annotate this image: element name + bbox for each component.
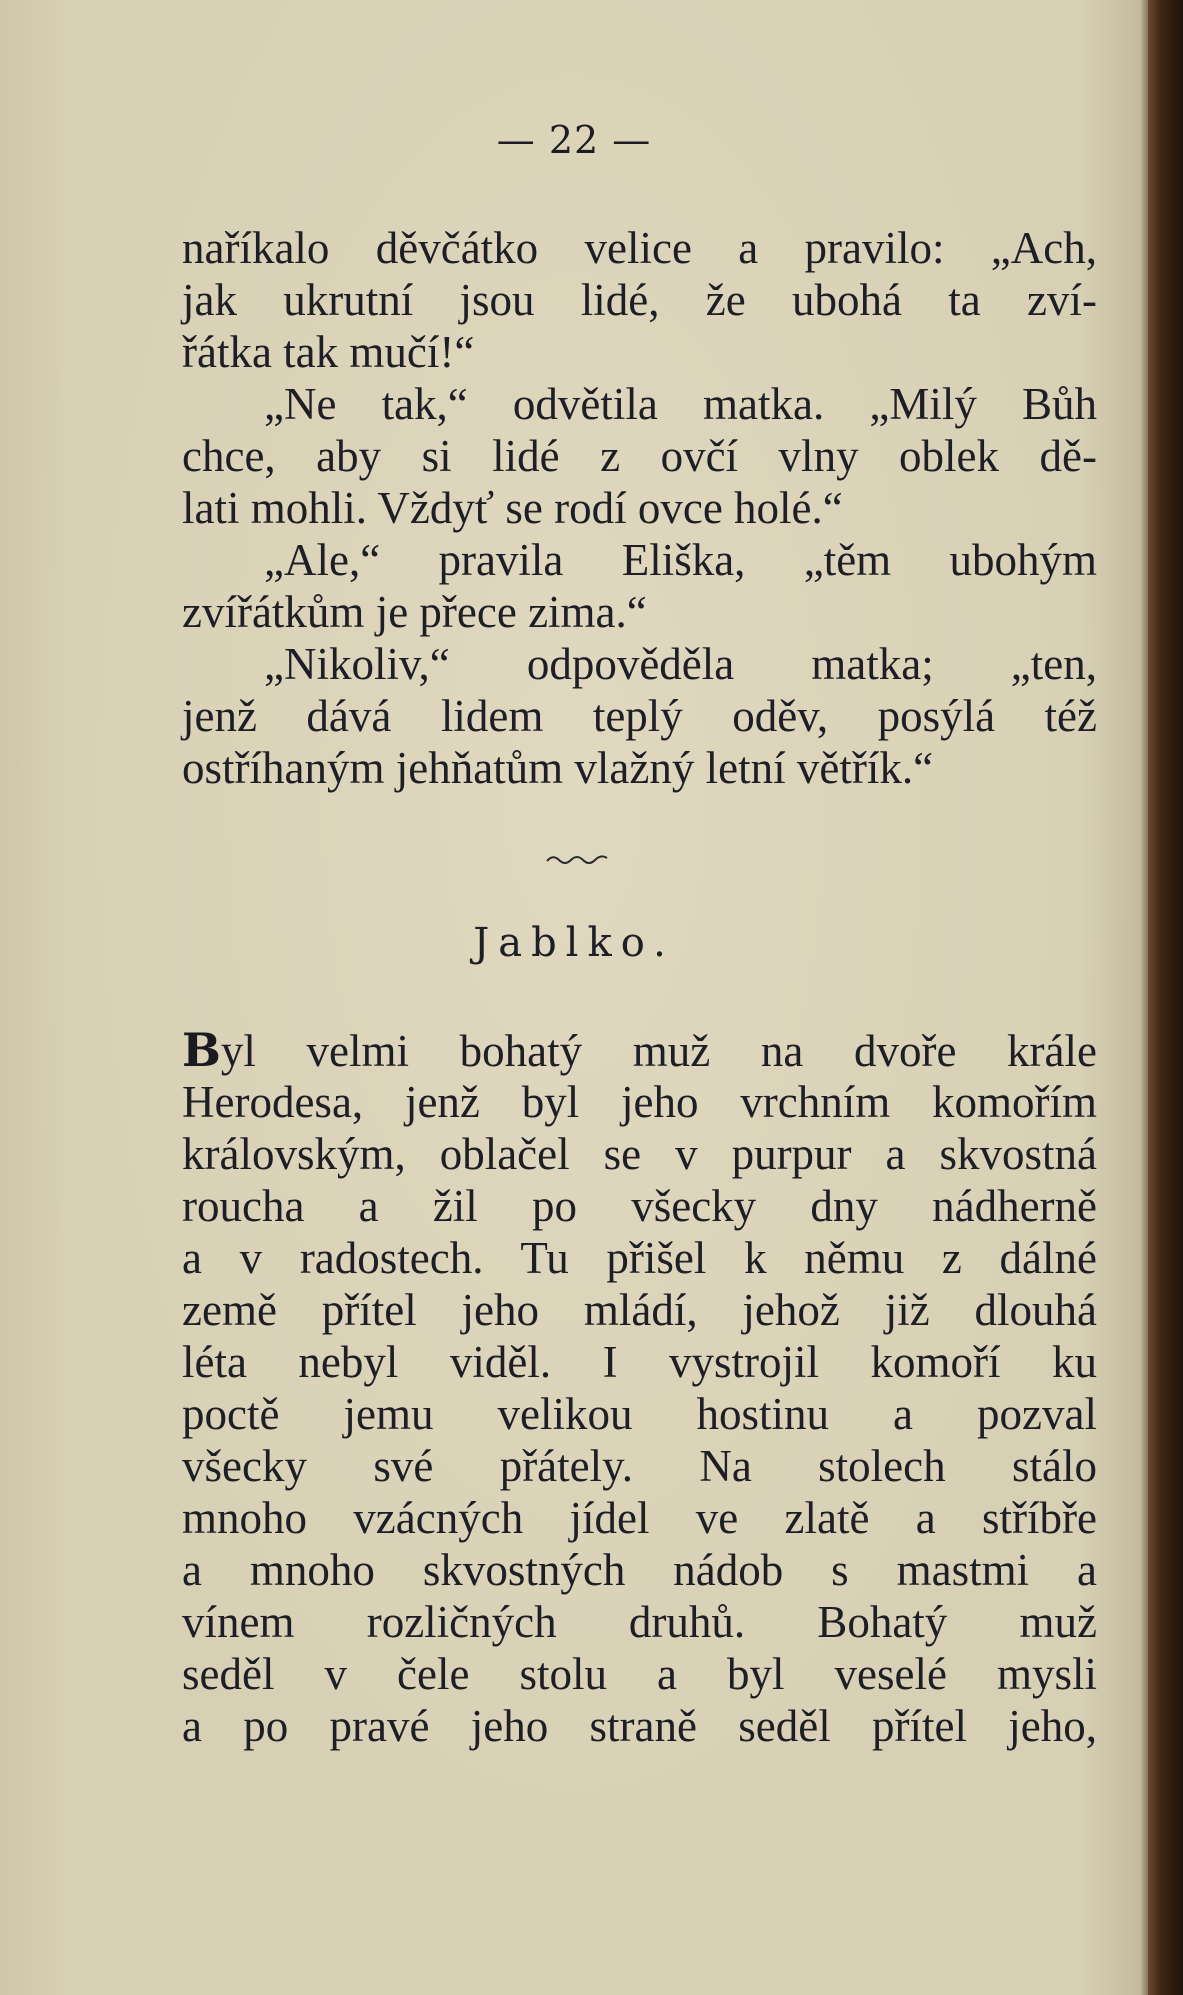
text-line: vínem rozličných druhů. Bohatý muž [182,1597,1097,1647]
text-line: poctě jemu velikou hostinu a pozval [182,1389,1097,1439]
text-line: jak ukrutní jsou lidé, že ubohá ta zví- [182,275,1097,325]
text-line: země přítel jeho mládí, jehož již dlouhá [182,1285,1097,1335]
text-line: a v radostech. Tu přišel k němu z dálné [182,1233,1097,1283]
text-line: a mnoho skvostných nádob s mastmi a [182,1545,1097,1595]
text-line: „Ale,“ pravila Eliška, „těm ubohým [264,535,1097,585]
text-line: královským, oblačel se v purpur a skvostná [182,1129,1097,1179]
text-line: zvířátkům je přece zima.“ [182,587,647,637]
text-line: jenž dává lidem teplý oděv, posýlá též [182,691,1097,741]
text-line: Herodesa, jenž byl jeho vrchním komořím [182,1077,1097,1127]
text-line: „Ne tak,“ odvětila matka. „Milý Bůh [264,379,1097,429]
text-line [182,1024,1097,1076]
dialogue-text [182,222,1097,794]
story-text [182,1024,1097,1752]
page-number: — 22 — [496,118,652,162]
text-line: „Nikoliv,“ odpověděla matka; „ten, [264,639,1097,689]
text-line: chce, aby si lidé z ovčí vlny oblek dě- [182,431,1097,481]
text-line: seděl v čele stolu a byl veselé mysli [182,1649,1097,1699]
page-edge-shadow [1140,0,1148,1995]
text-line: naříkalo děvčátko velice a pravilo: „Ach, [182,223,1097,273]
text-line: řátka tak mučí!“ [182,327,475,377]
text-line-rest: yl velmi bohatý muž na dvoře krále [220,1026,1097,1076]
text-line: roucha a žil po všecky dny nádherně [182,1181,1097,1231]
ornament-divider [545,852,609,866]
text-line: ostříhaným jehňatům vlažný letní větřík.“ [182,743,934,793]
book-spine [1148,0,1183,1995]
text-line: a po pravé jeho straně seděl přítel jeho, [182,1701,1097,1751]
section-title: Jablko. [473,920,675,966]
text-line: všecky své přátely. Na stolech stálo [182,1441,1097,1491]
text-line: léta nebyl viděl. I vystrojil komoří ku [182,1337,1097,1387]
text-line: lati mohli. Vždyť se rodí ovce holé.“ [182,483,843,533]
drop-cap: B [182,1023,221,1077]
text-line: mnoho vzácných jídel ve zlatě a stříbře [182,1493,1097,1543]
